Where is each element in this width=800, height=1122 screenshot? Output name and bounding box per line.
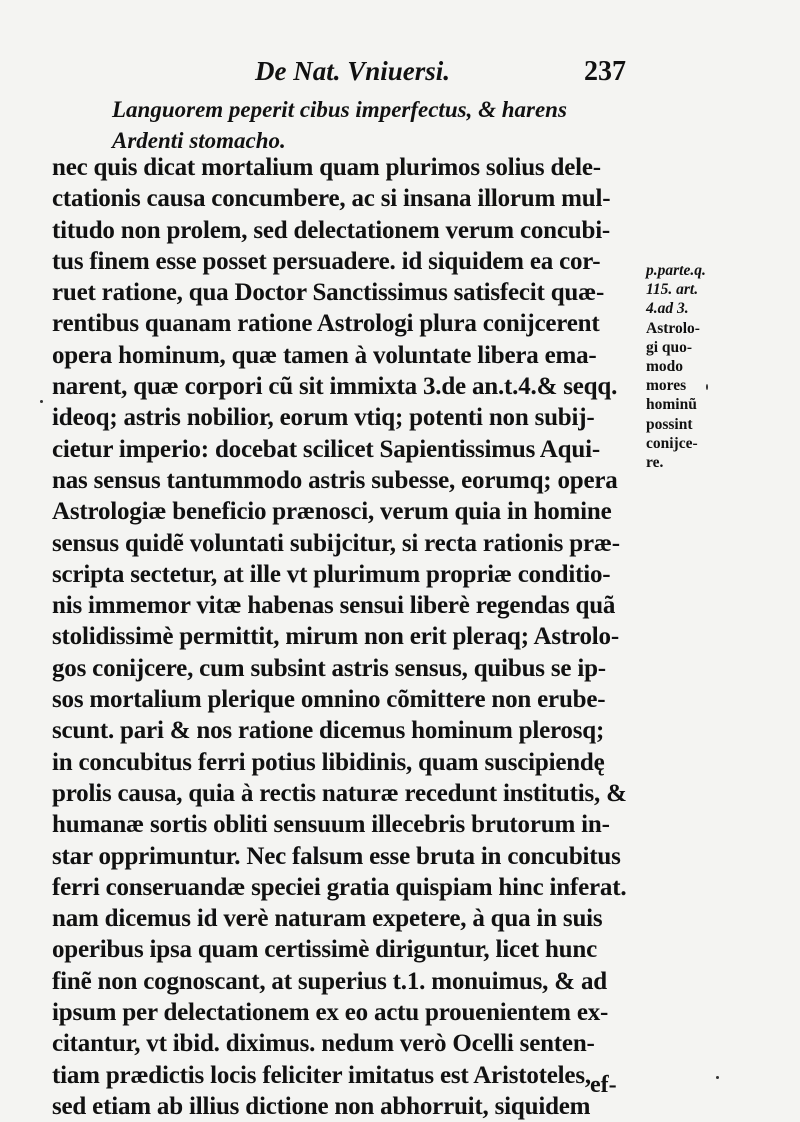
- epigraph: [112, 94, 632, 156]
- text-line: nis immemor vitæ habenas sensui liberè regendas quã: [52, 592, 616, 620]
- text-line: scripta sectetur, at ille vt plurimum propriæ conditio-: [52, 560, 611, 588]
- text-line: ideoq; astris nobilior, eorum vtiq; potenti non subij-: [52, 404, 595, 432]
- marginal-line: Astrolo-: [646, 319, 700, 337]
- text-line: humanæ sortis obliti sensuum illecebris brutorum in-: [52, 811, 610, 839]
- text-line: ctationis causa concumbere, ac si insana illorum mul-: [52, 185, 611, 213]
- catchword: ef-: [590, 1072, 617, 1098]
- text-line: ipsum per delectationem ex eo actu prouenientem ex-: [52, 999, 609, 1027]
- ink-speck: [706, 384, 708, 390]
- text-line: nec quis dicat mortalium quam plurimos solius dele-: [52, 154, 601, 181]
- marginal-line: re.: [646, 454, 664, 472]
- text-line: Astrologiæ beneficio prænosci, verum quia in homine: [52, 498, 612, 526]
- body-text: [52, 152, 652, 1122]
- marginal-line: modo: [646, 358, 684, 376]
- marginal-line: 115. art.: [646, 281, 699, 299]
- text-line: finẽ non cognoscant, at superius t.1. monuimus, & ad: [52, 967, 607, 995]
- text-line: scunt. pari & nos ratione dicemus hominum plerosq;: [52, 717, 605, 745]
- text-line: citantur, vt ibid. diximus. nedum verò Ocelli senten-: [52, 1030, 595, 1058]
- text-line: tiam prædictis locis feliciter imitatus est Aristoteles,: [52, 1061, 591, 1089]
- text-line: ruet ratione, qua Doctor Sanctissimus satisfecit quæ-: [52, 279, 605, 307]
- marginal-line: 4.ad 3.: [646, 300, 689, 318]
- text-line: gos conijcere, cum subsint astris sensus, quibus se ip-: [52, 654, 606, 682]
- page-number: 237: [584, 56, 626, 87]
- ink-speck: [40, 400, 43, 403]
- text-line: sos mortalium plerique omnino cõmittere non erube-: [52, 686, 606, 714]
- text-line: sensus quidẽ voluntati subijcitur, si recta rationis præ-: [52, 529, 620, 557]
- running-head: De Nat. Vniuersi.: [255, 56, 451, 86]
- text-line: nam dicemus id verè naturam expetere, à qua in suis: [52, 905, 603, 933]
- text-line: titudo non prolem, sed delectationem verum concubi-: [52, 216, 611, 244]
- marginal-line: p.parte.q.: [646, 262, 706, 279]
- marginal-line: conijce-: [646, 434, 698, 452]
- text-line: rentibus quanam ratione Astrologi plura conijcerent: [52, 310, 600, 338]
- text-line: prolis causa, quia à rectis naturæ recedunt institutis, &: [52, 779, 627, 807]
- text-line: stolidissimè permittit, mirum non erit pleraq; Astrolo-: [52, 623, 619, 651]
- text-line: in concubitus ferri potius libidinis, quam suscipiendę: [52, 748, 605, 776]
- marginal-line: gi quo-: [646, 338, 693, 356]
- text-line: narent, quæ corpori cũ sit immixta 3.de an.t.4.& seqq.: [52, 373, 618, 401]
- marginal-note: [646, 261, 756, 472]
- marginal-line: mores: [646, 377, 687, 395]
- text-line: operibus ipsa quam certissimè diriguntur, licet hunc: [52, 936, 597, 964]
- epigraph-line: Languorem peperit cibus imperfectus, & harens: [112, 97, 567, 122]
- text-line: sed etiam ab illius dictione non abhorruit, siquidem: [52, 1092, 591, 1120]
- text-line: opera hominum, quæ tamen à voluntate libera ema-: [52, 341, 597, 369]
- ink-speck: [716, 1076, 719, 1079]
- text-line: ferri conseruandæ speciei gratia quispiam hinc inferat.: [52, 873, 627, 901]
- epigraph-line: Ardenti stomacho.: [112, 128, 286, 153]
- text-line: cietur imperio: docebat scilicet Sapientissimus Aqui-: [52, 435, 600, 463]
- text-line: star opprimuntur. Nec falsum esse bruta in concubitus: [52, 842, 621, 870]
- text-line: tus finem esse posset persuadere. id siquidem ea cor-: [52, 247, 601, 275]
- marginal-line: hominũ: [646, 396, 697, 414]
- text-line: nas sensus tantummodo astris subesse, eorumq; opera: [52, 466, 618, 494]
- marginal-line: possint: [646, 415, 693, 433]
